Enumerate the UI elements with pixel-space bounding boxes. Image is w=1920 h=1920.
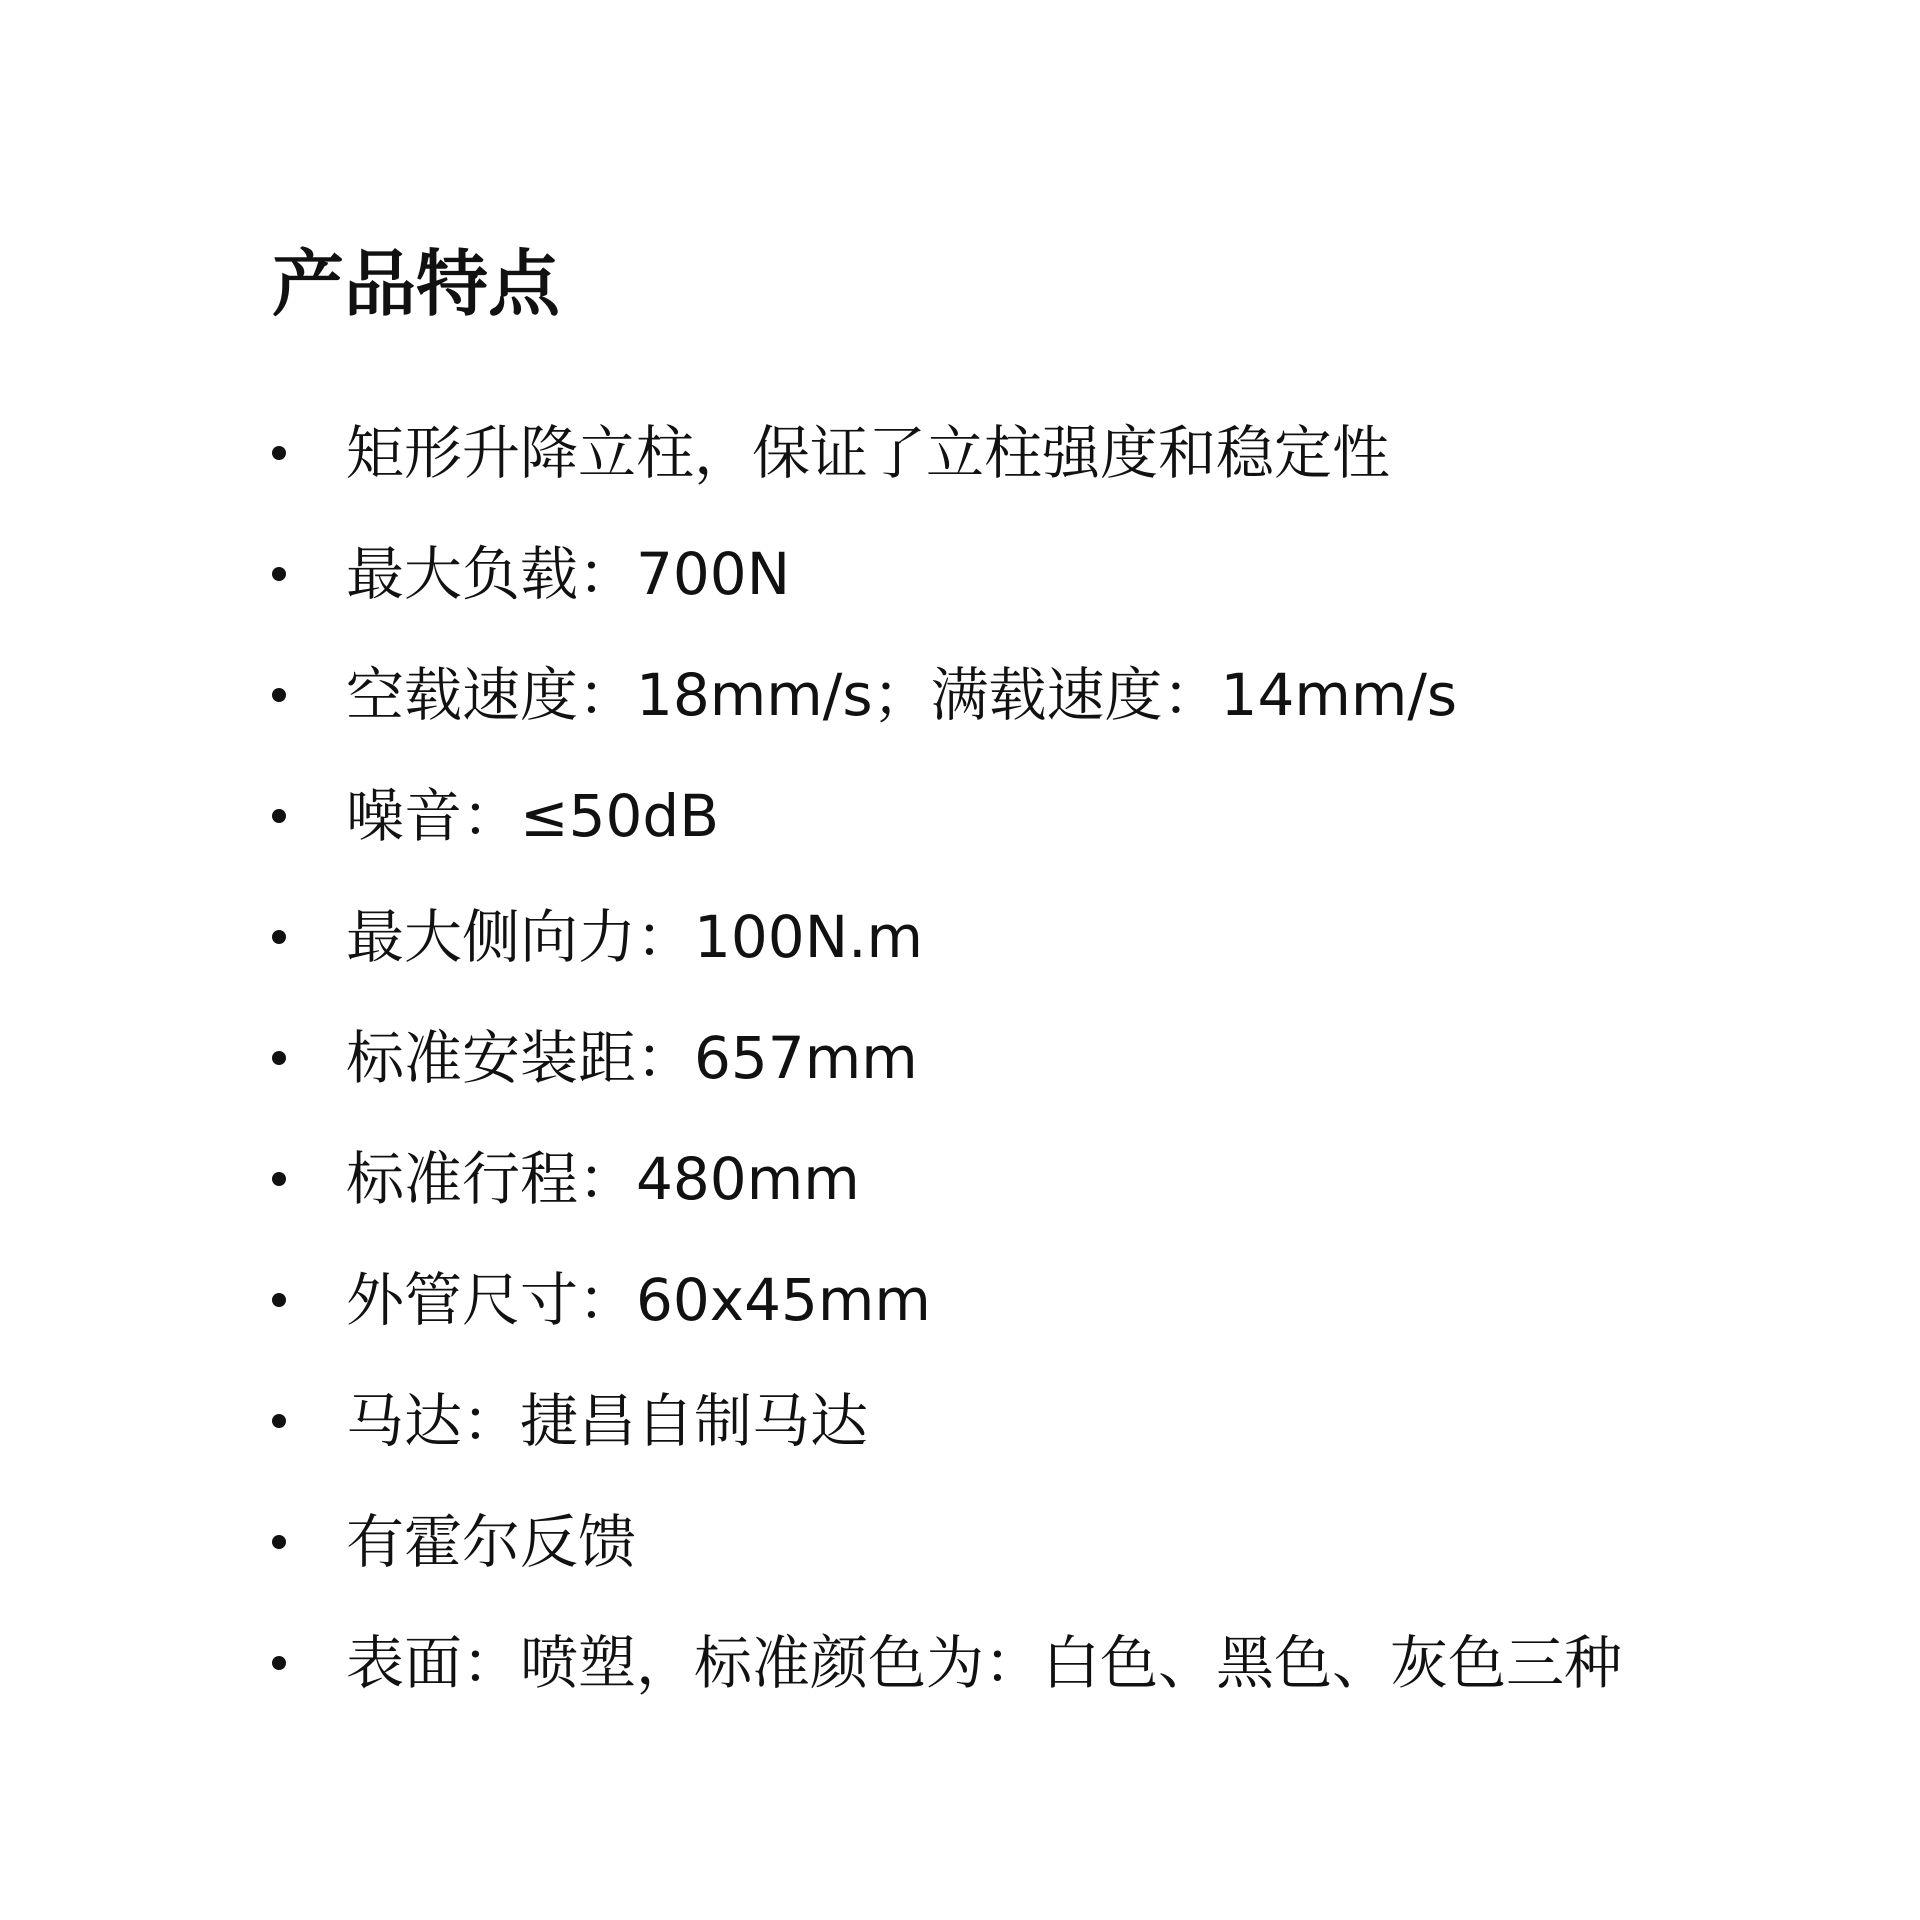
bullet-icon bbox=[272, 1535, 286, 1549]
feature-list-item bbox=[272, 1602, 1832, 1723]
feature-list-item bbox=[272, 513, 1832, 634]
bullet-icon bbox=[272, 930, 286, 944]
feature-list-item bbox=[272, 1360, 1832, 1481]
bullet-icon bbox=[272, 1293, 286, 1307]
bullet-icon bbox=[272, 446, 286, 460]
feature-text: 标准行程：480mm bbox=[346, 1144, 860, 1213]
feature-list bbox=[272, 392, 1832, 1723]
bullet-icon bbox=[272, 567, 286, 581]
bullet-icon bbox=[272, 1051, 286, 1065]
feature-list-item bbox=[272, 392, 1832, 513]
feature-list-item bbox=[272, 755, 1832, 876]
feature-text: 空载速度：18mm/s；满载速度：14mm/s bbox=[346, 660, 1458, 729]
feature-text: 噪音：≤50dB bbox=[346, 781, 720, 850]
bullet-icon bbox=[272, 688, 286, 702]
feature-list-item bbox=[272, 997, 1832, 1118]
feature-text: 最大侧向力：100N.m bbox=[346, 902, 924, 971]
feature-text: 矩形升降立柱，保证了立柱强度和稳定性 bbox=[346, 418, 1391, 487]
feature-list-item bbox=[272, 876, 1832, 997]
bullet-icon bbox=[272, 1414, 286, 1428]
feature-text: 最大负载：700N bbox=[346, 539, 791, 608]
feature-text: 有霍尔反馈 bbox=[346, 1507, 637, 1576]
page-title: 产品特点 bbox=[272, 242, 561, 326]
feature-list-item bbox=[272, 1481, 1832, 1602]
feature-text: 表面：喷塑，标准颜色为：白色、黑色、灰色三种 bbox=[346, 1628, 1623, 1697]
bullet-icon bbox=[272, 1172, 286, 1186]
feature-text: 标准安装距：657mm bbox=[346, 1023, 918, 1092]
bullet-icon bbox=[272, 1656, 286, 1670]
feature-list-item bbox=[272, 1118, 1832, 1239]
feature-list-item bbox=[272, 1239, 1832, 1360]
feature-text: 马达：捷昌自制马达 bbox=[346, 1386, 869, 1455]
feature-list-item bbox=[272, 634, 1832, 755]
feature-text: 外管尺寸：60x45mm bbox=[346, 1265, 931, 1334]
bullet-icon bbox=[272, 809, 286, 823]
